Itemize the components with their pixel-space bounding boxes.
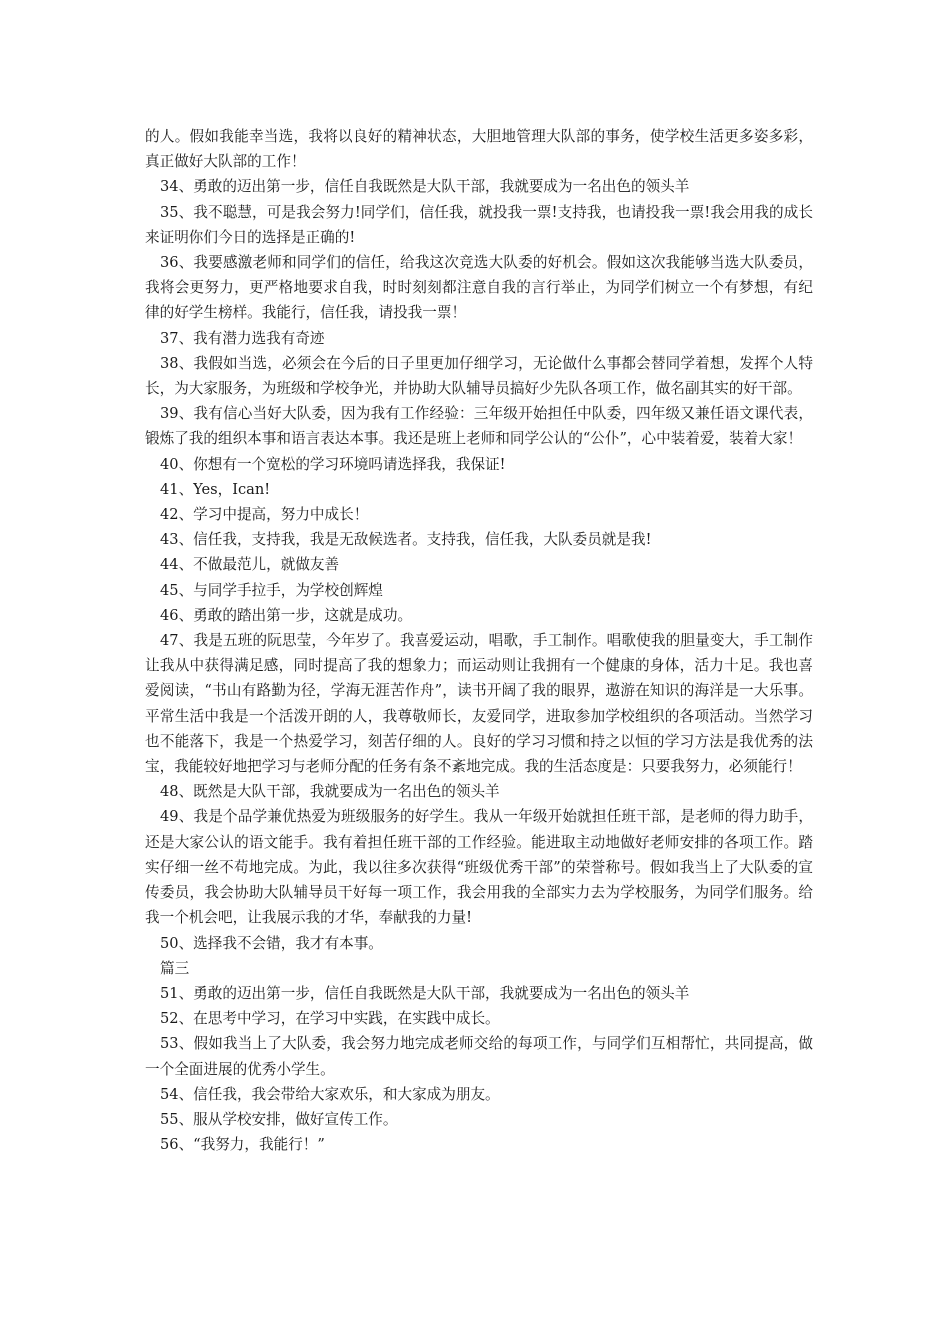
paragraph-item-55: 55、服从学校安排，做好宣传工作。: [160, 1110, 398, 1128]
paragraph-item-45: 45、与同学手拉手，为学校创辉煌: [160, 581, 383, 599]
paragraph-item-53: 53、假如我当上了大队委，我会努力地完成老师交给的每项工作，与同学们互相帮忙，共同提高，做一个全面进展的优秀小学生。: [145, 1035, 813, 1078]
paragraph-item-47: 47、我是五班的阮思莹，今年岁了。我喜爱运动，唱歌，手工制作。唱歌使我的胆量变大，手工制作让我从中获得满足感，同时提高了我的想象力；而运动则让我拥有一个健康的身体，活力十足。我也喜爱阅读，“书山有路勤为径，学海无涯苦作舟”，读书开阔了我的眼界，遨游在知识的海洋是一大乐事。平常生活中我是一个活泼开朗的人，我尊敬师长，友爱同学，进取参加学校组织的各项活动。当然学习也不能落下，我是一个热爱学习，刻苦仔细的人。良好的学习习惯和持之以恒的学习方法是我优秀的法宝，我能较好地把学习与老师分配的任务有条不紊地完成。我的生活态度是：只要我努力，必须能行！: [145, 632, 813, 776]
paragraph-item-50: 50、选择我不会错，我才有本事。: [160, 934, 383, 952]
paragraph-item-48: 48、既然是大队干部，我就要成为一名出色的领头羊: [160, 783, 500, 801]
paragraph-item-40: 40、你想有一个宽松的学习环境吗请选择我，我保证!: [160, 455, 506, 473]
paragraph-item-43: 43、信任我，支持我，我是无敌候选者。支持我，信任我，大队委员就是我!: [160, 531, 652, 549]
paragraph-item-35: 35、我不聪慧，可是我会努力!同学们，信任我，就投我一票!支持我，也请投我一票!我会用我的成长来证明你们今日的选择是正确的!: [145, 203, 813, 246]
paragraph-item-52: 52、在思考中学习，在学习中实践，在实践中成长。: [160, 1010, 500, 1028]
paragraph-item-56: 56、“我努力，我能行！”: [160, 1136, 325, 1154]
paragraph-item-44: 44、不做最范儿，就做友善: [160, 556, 340, 574]
document-body: [145, 124, 813, 1157]
paragraph-item-51: 51、勇敢的迈出第一步，信任自我既然是大队干部，我就要成为一名出色的领头羊: [160, 984, 690, 1002]
paragraph-item-54: 54、信任我，我会带给大家欢乐，和大家成为朋友。: [160, 1085, 500, 1103]
paragraph-item-38: 38、我假如当选，必须会在今后的日子里更加仔细学习，无论做什么事都会替同学着想，发挥个人特长，为大家服务，为班级和学校争光，并协助大队辅导员搞好少先队各项工作，做名副其实的好干部。: [145, 354, 813, 398]
paragraph-item-36: 36、我要感激老师和同学们的信任，给我这次竞选大队委的好机会。假如这次我能够当选大队委员，我将会更努力，更严格地要求自我，时时刻刻都注意自我的言行举止，为同学们树立一个有梦想，有纪律的好学生榜样。我能行，信任我，请投我一票！: [145, 254, 813, 322]
paragraph-item-46: 46、勇敢的踏出第一步，这就是成功。: [160, 606, 413, 624]
paragraph-item-49: 49、我是个品学兼优热爱为班级服务的好学生。我从一年级开始就担任班干部，是老师的得力助手，还是大家公认的语文能手。我有着担任班干部的工作经验。能进取主动地做好老师安排的各项工作。踏实仔细一丝不苟地完成。为此，我以往多次获得“班级优秀干部”的荣誉称号。假如我当上了大队委的宣传委员，我会协助大队辅导员干好每一项工作，我会用我的全部实力去为学校服务，为同学们服务。给我一个机会吧，让我展示我的才华，奉献我的力量!: [145, 808, 813, 927]
paragraph-item-41: 41、Yes，Ican!: [160, 480, 271, 498]
section-heading: 篇三: [160, 959, 190, 977]
paragraph-continued: 的人。假如我能幸当选，我将以良好的精神状态，大胆地管理大队部的事务，使学校生活更多姿多彩，真正做好大队部的工作！: [145, 128, 813, 171]
paragraph-item-34: 34、勇敢的迈出第一步，信任自我既然是大队干部，我就要成为一名出色的领头羊: [160, 178, 690, 196]
paragraph-item-42: 42、学习中提高，努力中成长！: [160, 506, 369, 524]
paragraph-item-39: 39、我有信心当好大队委，因为我有工作经验：三年级开始担任中队委，四年级又兼任语文课代表，锻炼了我的组织本事和语言表达本事。我还是班上老师和同学公认的“公仆”，心中装着爱，装着大家！: [145, 405, 813, 448]
paragraph-item-37: 37、我有潜力选我有奇迹: [160, 329, 325, 347]
